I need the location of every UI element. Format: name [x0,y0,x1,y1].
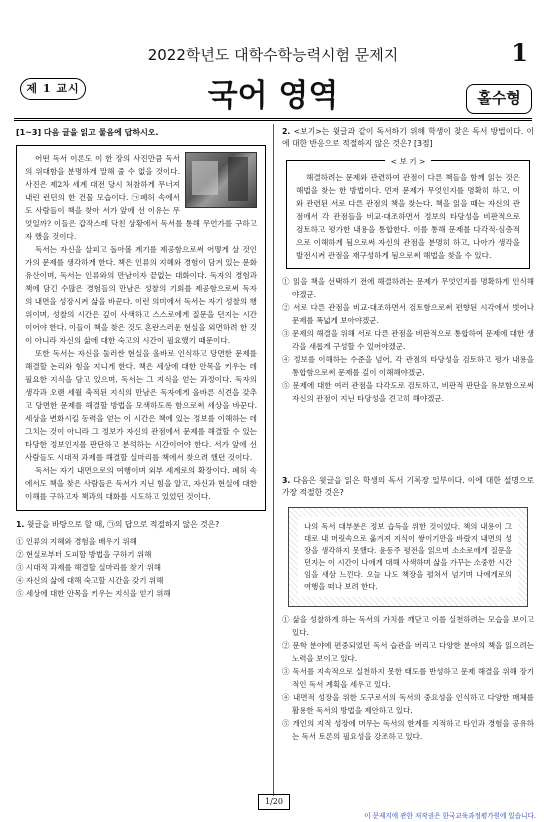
reading-passage [16,145,266,511]
question-number: 1. [16,520,25,529]
answer-option[interactable]: ① 삶을 성찰하게 하는 독서의 가치를 깨닫고 이를 실천하려는 모습을 보이고 있다. [282,615,534,637]
header-rule [14,118,532,121]
answer-option[interactable]: ② 서로 다른 관점을 비교·대조하면서 검토함으로써 편향된 시각에서 벗어나 문제를 폭넓게 보아야겠군. [282,303,534,325]
question-1 [16,519,266,600]
form-type-badge: 홀수형 [466,84,532,114]
passage-paragraph: 독서는 자신을 살피고 돌아볼 계기를 제공함으로써 어떻게 살 것인가의 문제를 생각하게 한다. 책은 인류의 지혜와 경험이 담겨 있는 문화유산이며, 독서는 인류와의 만남이자 끝없는 대화이다. 독자의 경험과 책에 담긴 수많은 경험들의 만남은 성찰의 기회를 제공함으로써 독자의 내면을 성장시켜 삶을 바꾼다. 이런 의미에서 독서는 자기 성찰의 행위이며, 성찰의 시간은 깊이 사색하고 스스로에게 질문을 던지는 시간이어야 한다. 이들이 책을 찾은 것도 혼란스러운 현실을 외면하려 한 것이 아니라 자신의 삶에 대한 숙고의 시간이 필요했기 때문이다. [25,245,257,345]
passage-paragraph: 어떤 독서 이론도 이 한 장의 사진만큼 독서의 위대함을 분명하게 말해 줄 수 없을 것이다. 사진은 제2차 세계 대전 당시 처참하게 무너져 내린 런던의 한 건물 모습이다. ㉠폐허 속에서도 사람들이 책을 찾아 서가 앞에 선 이유는 무엇일까? 이들은 갑작스레 닥친 상황에서 독서를 통해 무언가를 구하고자 했을 것이다. [25,154,257,241]
question-2-stem [282,126,534,150]
question-2-options [282,275,534,405]
question-text: 윗글을 바탕으로 할 때, ㉠의 답으로 적절하지 않은 것은? [26,520,220,529]
column-divider [273,124,274,796]
instructions: [1~3] 다음 글을 읽고 물음에 답하시오. [16,128,159,137]
answer-option[interactable]: ⑤ 개인의 지적 성장에 머무는 독서의 한계를 지적하고 타인과 경험을 공유하는 독서 토론의 필요성을 강조하고 있다. [282,719,534,741]
answer-option[interactable]: ③ 문제의 해결을 위해 서로 다른 관점을 비판적으로 통합하여 문제에 대한 생각을 새롭게 구성할 수 있어야겠군. [282,329,534,351]
subject-title: 국어 영역 [207,78,339,114]
exam-title: 2022학년도 대학수학능력시험 문제지 [147,46,399,64]
question-3 [282,475,534,743]
footer-page-indicator: 1/20 [258,794,290,810]
session-badge: 제 1 교시 [20,78,86,100]
question-1-options [16,535,266,600]
passage-paragraph: 또한 독서는 자신을 둘러싼 현실을 올바로 인식하고 당면한 문제를 해결할 논리와 힘을 지니게 한다. 책은 세상에 대한 안목을 키우는 데 필요한 지식을 담고 있으며, 독서는 그 지식을 얻는 과정이다. 독자의 생각과 오랜 세월 축적된 지식의 만남은 독자에게 올바른 식견을 갖추고 당면한 문제를 해결할 방법을 모색하도록 함으로써 세상을 바꾼다. 세상을 변화시킬 동력을 얻는 이 시간은 책에 있는 정보를 이해하는 데 그치는 것이 아니라 그 정보가 자신의 관점에서 문제를 해결할 수 있는 타당한 정보인지를 판단하고 분석하는 시간이어야 한다. 서가 앞에 선 사람들도 시대적 과제를 해결할 실마리를 책에서 찾으려 했던 것이다. [25,349,257,462]
question-2 [282,126,534,405]
question-3-stem [282,475,534,499]
answer-option[interactable]: ③ 독서를 지속적으로 실천하지 못한 태도를 반성하고 문제 해결을 위해 장기적인 독서 계획을 세우고 있다. [282,667,534,689]
reading-log-text: 나의 독서 대부분은 정보 습득을 위한 것이었다. 책의 내용이 그대로 내 머릿속으로 옮겨져 지식이 쌓이기만을 바랐지 내면의 성장을 생각하지 못했다. 윤동주 평전을 읽으며 소소로에게 질문을 던지는 이 시간이 나에게 대해 사색하며 삶을 가꾸는 소중한 시간임을 새삼 느낀다. 오늘 나도 책장을 펼쳐서 넘기며 나에게로의 여행을 떠나 보려 한다. [298,517,518,597]
left-column [16,126,266,600]
bogi-text: 해결하려는 문제와 관련하여 관점이 다른 책들을 함께 읽는 것은 해법을 찾는 한 방법이다. 먼저 문제가 무엇인지를 명확히 하고, 이와 관련된 서로 다른 관점의 책을 찾는다. 책을 읽을 때는 자신의 관점에서 각 관점들을 비교·대조하면서 정보의 타당성을 비판적으로 검토하고 평가한 내용을 통합한다. 이를 통해 문제를 다각적·심층적으로 이해하게 됨으로써 자신의 관점을 분명히 하고, 나아가 생각을 발전시켜 관점을 재구성하게 됨으로써 해법을 찾을 수 있다. [296,173,520,260]
question-number: 3. [282,476,291,485]
answer-option[interactable]: ② 문학 분야에 편중되었던 독서 습관을 버리고 다양한 분야의 책을 읽으려는 노력을 보이고 있다. [282,641,534,663]
page-number: 1 [511,38,528,67]
answer-option[interactable]: ① 읽을 책을 선택하기 전에 해결하려는 문제가 무엇인지를 명확하게 인식해야겠군. [282,277,534,299]
answer-option[interactable]: ④ 정보를 이해하는 수준을 넘어, 각 관점의 타당성을 검토하고 평가 내용을 통합함으로써 문제를 깊이 이해해야겠군. [282,355,534,377]
question-number: 2. [282,127,291,136]
question-3-options [282,613,534,743]
bogi-label: < 보 기 > [385,157,432,166]
answer-option[interactable]: ② 현실로부터 도피할 방법을 구하기 위해 [16,550,152,559]
answer-option[interactable]: ③ 시대적 과제를 해결할 실마리를 찾기 위해 [16,563,161,572]
bogi-box [286,157,530,269]
answer-option[interactable]: ① 인류의 지혜와 경험을 배우기 위해 [16,537,137,546]
reading-log-note [288,507,528,607]
right-column [282,126,534,743]
answer-option[interactable]: ④ 자신의 삶에 대해 숙고할 시간을 갖기 위해 [16,576,164,585]
answer-option[interactable]: ⑤ 문제에 대한 여러 관점을 다각도로 검토하고, 비판적 판단을 유보함으로써 자신의 관점이 지닌 타당성을 견고히 해야겠군. [282,381,534,403]
passage-photo [185,152,257,208]
question-1-stem [16,519,266,531]
answer-option[interactable]: ④ 내면적 성장을 위한 도구로서의 독서의 중요성을 인식하고 다양한 매체를 활용한 독서의 방법을 제안하고 있다. [282,693,534,715]
answer-option[interactable]: ⑤ 세상에 대한 안목을 키우는 지식을 얻기 위해 [16,589,171,598]
question-text: <보기>는 윗글과 같이 독서하기 위해 학생이 찾은 독서 방법이다. 이에 대한 반응으로 적절하지 않은 것은? [3점] [282,127,534,148]
copyright-notice: 이 문제지에 관한 저작권은 한국교육과정평가원에 있습니다. [364,812,536,820]
question-text: 다음은 윗글을 읽은 학생의 독서 기록장 일부이다. 이에 대한 설명으로 가장 적절한 것은? [282,476,535,497]
passage-paragraph: 독서는 자기 내면으로의 여행이며 외부 세계로의 확장이다. 폐허 속에서도 책을 찾은 사람들은 독서가 지닌 힘을 알고, 자신과 현실에 대한 이해를 구하고자 책과의 대화를 시도하고 있었던 것이다. [25,466,257,501]
